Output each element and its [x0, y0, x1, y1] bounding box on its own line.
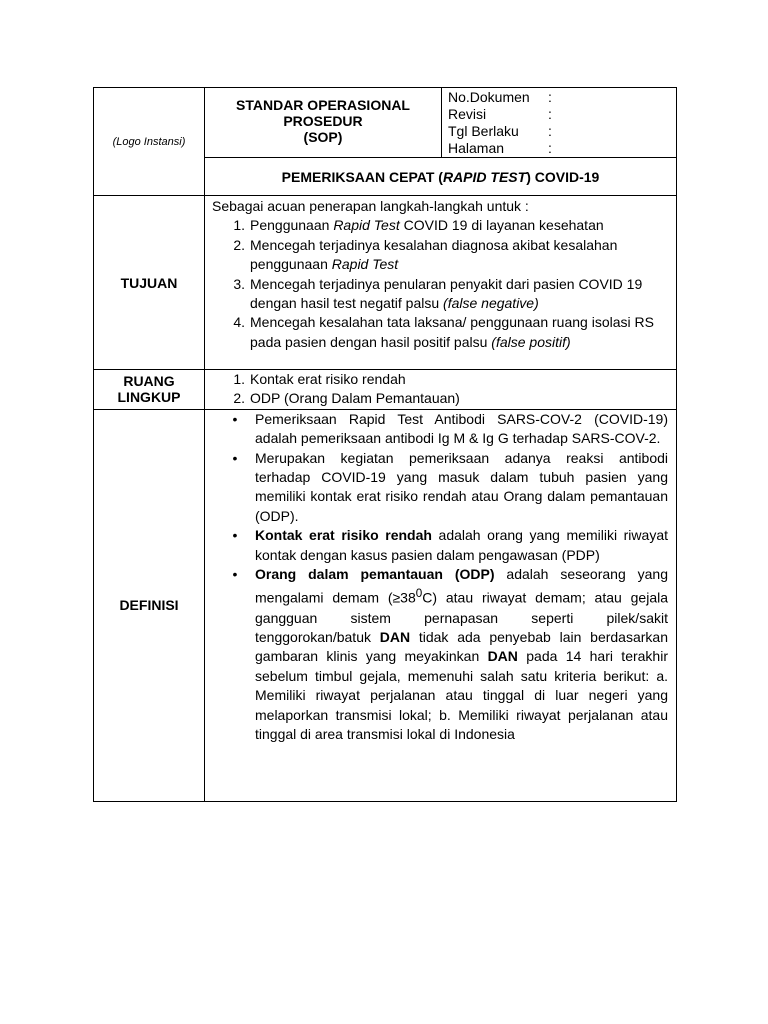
list-number: 3.: [233, 275, 245, 292]
procedure-title-italic: RAPID TEST: [442, 168, 527, 185]
text-emphasis: Rapid Test: [333, 217, 400, 234]
header-row: [94, 88, 677, 158]
sop-title: [205, 88, 442, 158]
list-item: [212, 410, 668, 449]
bullet-icon: •: [232, 527, 238, 544]
emphasis-dan: DAN: [487, 648, 518, 665]
definisi-content: [205, 409, 677, 801]
meta-row-halaman: [448, 140, 676, 157]
list-item: [212, 275, 668, 314]
sop-title-line1: STANDAR OPERASIONAL: [236, 97, 410, 113]
text-part: Mencegah kesalahan tata laksana/ penggunaan ruang isolasi RS pada pasien dengan hasil positif palsu: [250, 314, 654, 350]
list-item: [212, 389, 668, 408]
ruang-lingkup-content: [205, 370, 677, 410]
list-text: [250, 236, 668, 275]
logo-placeholder: [94, 88, 205, 196]
list-item: [212, 216, 668, 235]
list-number: 1.: [233, 371, 245, 387]
meta-colon: :: [548, 89, 552, 105]
definisi-label-text: DEFINISI: [119, 597, 179, 614]
meta-label: Revisi: [448, 106, 487, 122]
list-number: 2.: [233, 390, 245, 407]
text-part: Mencegah terjadinya kesalahan diagnosa akibat kesalahan penggunaan: [250, 236, 618, 273]
emphasis-dan: DAN: [379, 628, 411, 645]
meta-row-tgl-berlaku: [448, 123, 676, 140]
text-part: adalah orang yang memiliki riwayat kontak dengan kasus pasien dalam pengawasan (PDP): [255, 527, 668, 563]
list-number: 4.: [233, 314, 245, 331]
text-part: Penggunaan: [250, 217, 334, 234]
list-item: [212, 449, 668, 527]
list-text: [246, 565, 668, 744]
list-item: [212, 236, 668, 275]
list-text: [250, 275, 668, 314]
procedure-title: [205, 158, 677, 196]
procedure-title-prefix: PEMERIKSAAN CEPAT (: [281, 168, 443, 185]
text-part: Mencegah terjadinya penularan penyakit dari pasien COVID 19 dengan hasil test negatif palsu: [250, 275, 643, 312]
text-emphasis: Rapid Test: [331, 256, 399, 273]
text-part: tidak ada penyebab lain berdasarkan gambaran klinis yang meyakinkan: [255, 628, 668, 665]
tujuan-intro: Sebagai acuan penerapan langkah-langkah untuk :: [212, 198, 529, 214]
list-item: [212, 526, 668, 565]
meta-colon: :: [548, 123, 552, 139]
procedure-title-suffix: ) COVID-19: [526, 168, 600, 185]
list-text: Merupakan kegiatan pemeriksaan adanya reaksi antibodi terhadap COVID-19 yang masuk dalam tubuh pasien yang memiliki kontak erat risiko rendah atau Orang dalam pemantauan (ODP).: [255, 449, 668, 524]
ruang-lingkup-label: [94, 370, 205, 410]
list-text: Pemeriksaan Rapid Test Antibodi SARS-COV-2 (COVID-19) adalah pemeriksaan antibodi Ig M & Ig G terhadap SARS-COV-2.: [255, 410, 668, 447]
document-meta: [442, 88, 677, 158]
ruang-lingkup-label-line2: LINGKUP: [117, 389, 181, 406]
meta-label: No.Dokumen: [448, 89, 530, 105]
bullet-icon: •: [232, 449, 238, 466]
tujuan-list: [212, 216, 668, 352]
list-item: [212, 313, 668, 352]
tujuan-label: [94, 196, 205, 370]
list-text: ODP (Orang Dalam Pemantauan): [250, 390, 460, 407]
list-text: [250, 216, 668, 235]
tujuan-label-text: TUJUAN: [120, 274, 178, 291]
tujuan-content: [205, 196, 677, 370]
text-emphasis: (false positif): [491, 333, 571, 350]
sop-title-line3: (SOP): [303, 129, 343, 145]
meta-colon: :: [548, 106, 552, 122]
definisi-label: [94, 409, 205, 801]
meta-row-revisi: [448, 106, 676, 123]
text-part: adalah seseorang yang mengalami demam (≥38: [255, 566, 668, 607]
list-text: [246, 526, 668, 565]
text-part: COVID 19 di layanan kesehatan: [399, 217, 604, 234]
meta-label: Halaman: [448, 140, 505, 156]
ruang-lingkup-label-line1: RUANG: [123, 373, 175, 390]
bullet-icon: •: [232, 566, 238, 583]
sop-table: [93, 87, 677, 802]
list-number: 2.: [233, 236, 245, 253]
list-item: [212, 565, 668, 744]
text-part: C) atau riwayat demam; atau gejala gangguan sistem pernapasan seperti pilek/sakit tenggorokan/batuk: [255, 590, 669, 645]
defined-term: Orang dalam pemantauan (ODP): [255, 566, 495, 583]
meta-label: Tgl Berlaku: [448, 123, 519, 139]
degree-superscript: 0: [415, 587, 423, 601]
ruang-lingkup-row: [94, 370, 677, 410]
meta-row-no-dokumen: [448, 89, 676, 106]
list-text: Kontak erat risiko rendah: [250, 371, 406, 387]
definisi-row: [94, 409, 677, 801]
meta-colon: :: [548, 140, 552, 156]
list-item: [212, 370, 668, 389]
defined-term: Kontak erat risiko rendah: [255, 527, 432, 544]
list-text: [250, 313, 668, 352]
sop-title-line2: PROSEDUR: [283, 113, 363, 129]
list-number: 1.: [233, 217, 245, 234]
definisi-list: [212, 410, 668, 745]
ruang-lingkup-list: [212, 370, 668, 409]
text-part: pada 14 hari terakhir sebelum timbul gejala, memenuhi salah satu kriteria berikut: a. Memiliki riwayat perjalanan atau tinggal di luar negeri yang melaporkan transmisi lokal; b. Memiliki riwayat perjalanan atau tinggal di area transmisi lokal di Indonesia: [255, 648, 668, 742]
bullet-icon: •: [232, 410, 238, 427]
logo-placeholder-text: (Logo Instansi): [112, 135, 186, 148]
tujuan-row: [94, 196, 677, 370]
text-emphasis: (false negative): [443, 295, 539, 312]
